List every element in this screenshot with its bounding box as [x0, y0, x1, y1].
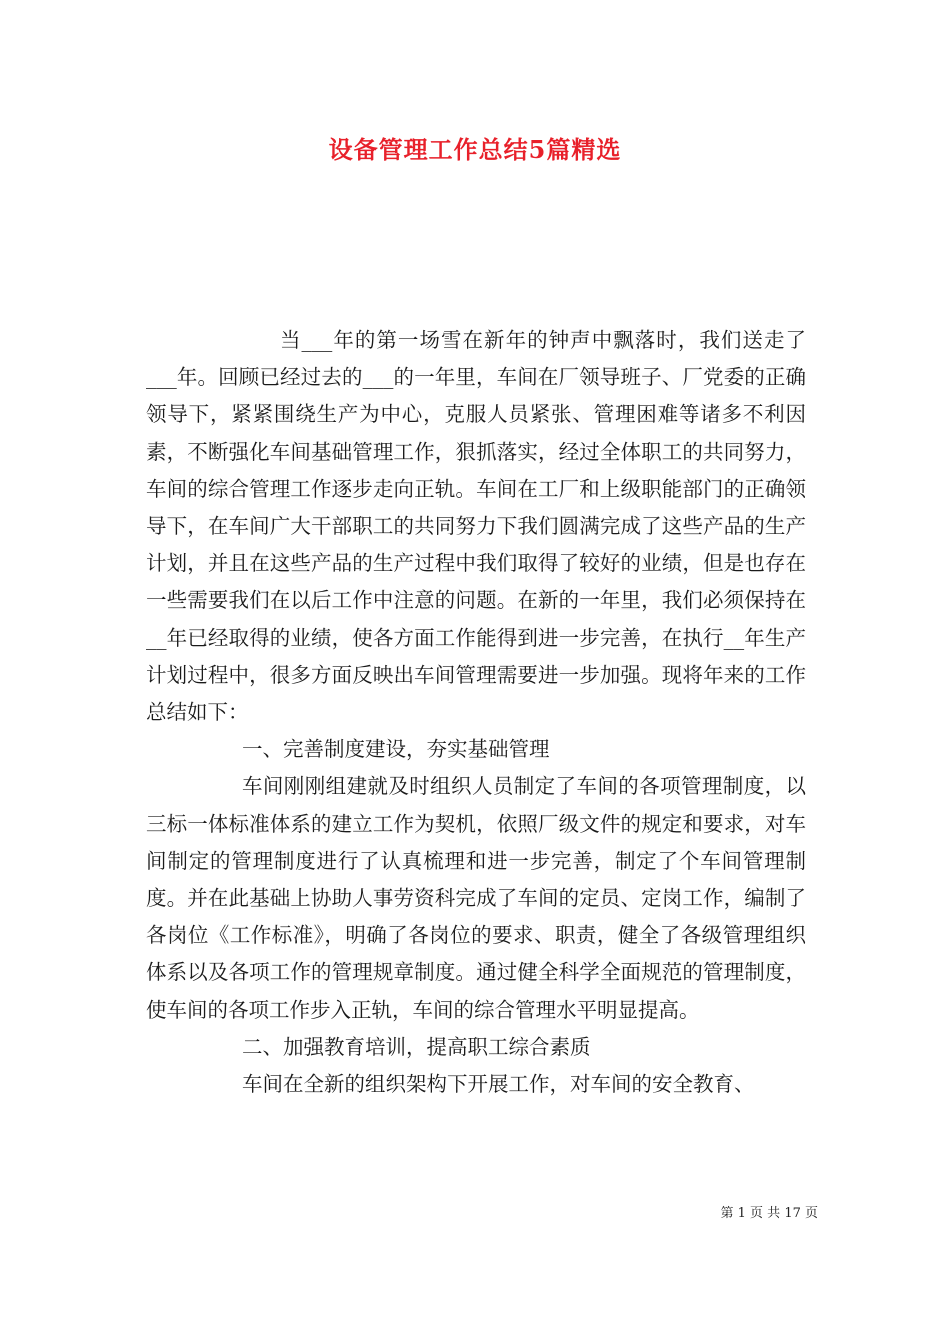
page-number-footer: 第 1 页 共 17 页 [720, 1206, 818, 1221]
document-title: 设备管理工作总结5篇精选 [328, 135, 622, 164]
document-body [146, 322, 806, 1103]
section-heading-1: 一、完善制度建设，夯实基础管理 [242, 737, 550, 762]
section-2-paragraph: 车间在全新的组织架构下开展工作，对车间的安全教育、 [242, 1072, 755, 1097]
intro-paragraph: 当___年的第一场雪在新年的钟声中飘落时，我们送走了___年。回顾已经过去的___的一年里，车间在厂领导班子、厂党委的正确领导下，紧紧围绕生产为中心，克服人员紧张、管理困难等诸多不利因素，不断强化车间基础管理工作，狠抓落实，经过全体职工的共同努力，车间的综合管理工作逐步走向正轨。车间在工厂和上级职能部门的正确领导下，在车间广大干部职工的共同努力下我们圆满完成了这些产品的生产计划，并且在这些产品的生产过程中我们取得了较好的业绩，但是也存在一些需要我们在以后工作中注意的问题。在新的一年里，我们必须保持在__年已经取得的业绩，使各方面工作能得到进一步完善，在执行__年生产计划过程中，很多方面反映出车间管理需要进一步加强。现将年来的工作总结如下： [146, 328, 806, 725]
section-heading-2: 二、加强教育培训，提高职工综合素质 [242, 1034, 591, 1059]
section-1-paragraph: 车间刚刚组建就及时组织人员制定了车间的各项管理制度，以三标一体标准体系的建立工作为契机，依照厂级文件的规定和要求，对车间制定的管理制度进行了认真梳理和进一步完善，制定了个车间管理制度。并在此基础上协助人事劳资科完成了车间的定员、定岗工作，编制了各岗位《工作标准》，明确了各岗位的要求、职责，健全了各级管理组织体系以及各项工作的管理规章制度。通过健全科学全面规范的管理制度，使车间的各项工作步入正轨，车间的综合管理水平明显提高。 [146, 774, 806, 1022]
